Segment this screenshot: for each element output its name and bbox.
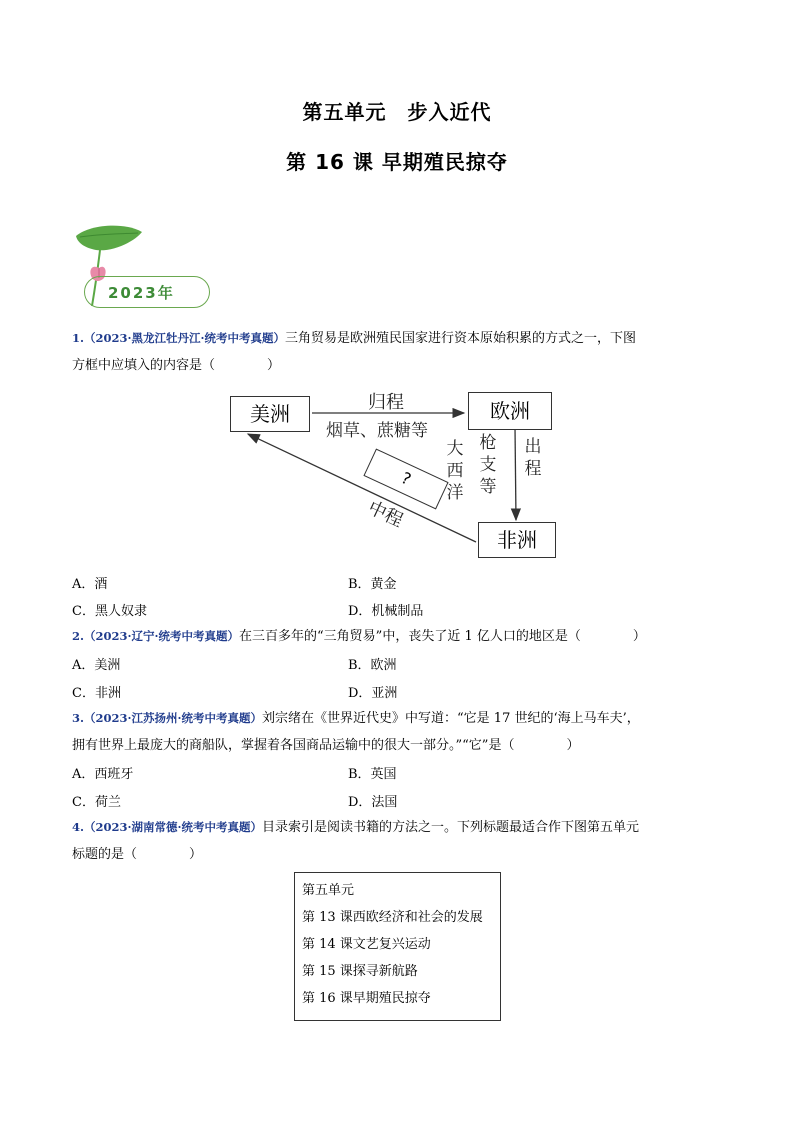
q3-option-b[interactable]: B．英国: [348, 767, 397, 782]
goods-return-label: 烟草、蔗糖等: [326, 421, 428, 441]
guns-char: 支: [479, 455, 497, 475]
question-4: [72, 814, 724, 841]
q1-option-c[interactable]: C．黑人奴隶: [72, 604, 147, 619]
question-3-stem-line2: 拥有世界上最庞大的商船队，掌握着各国商品运输中的很大一部分。”“它”是（ ）: [72, 738, 580, 753]
q2-option-d[interactable]: D．亚洲: [348, 686, 398, 701]
outbound-label: [524, 436, 542, 480]
question-number: 2.: [72, 629, 85, 643]
atlantic-char: 洋: [446, 483, 464, 503]
year-badge: [84, 276, 210, 308]
unit-title: 第五单元 步入近代: [302, 100, 492, 124]
question-3: [72, 705, 724, 732]
question-source: （2023·湖南常德·统考中考真题）: [84, 820, 263, 834]
question-source: （2023·黑龙江牡丹江·统考中考真题）: [84, 331, 286, 345]
europe-box: 欧洲: [468, 392, 552, 430]
question-number: 1.: [72, 331, 85, 345]
question-1-stem-line2: 方框中应填入的内容是（ ）: [72, 358, 281, 373]
outbound-char: 出: [524, 437, 542, 457]
question-number: 4.: [72, 820, 85, 834]
question-stem: 目录索引是阅读书籍的方法之一。下列标题最适合作下图第五单元: [262, 820, 640, 835]
question-source: （2023·江苏扬州·统考中考真题）: [84, 711, 263, 725]
atlantic-char: 西: [446, 461, 464, 481]
africa-box: 非洲: [478, 522, 556, 558]
question-2: [72, 623, 724, 650]
question-stem: 刘宗绪在《世界近代史》中写道：“它是 17 世纪的‘海上马车夫’，: [262, 711, 640, 726]
toc-entry: 第五单元: [302, 883, 355, 898]
unknown-goods-box: ?: [363, 449, 448, 510]
question-source: （2023·辽宁·统考中考真题）: [84, 629, 240, 643]
q2-option-a[interactable]: A．美洲: [72, 658, 121, 673]
q3-option-c[interactable]: C．荷兰: [72, 795, 121, 810]
question-4-stem-line2: 标题的是（ ）: [72, 847, 203, 862]
outbound-char: 程: [524, 459, 542, 479]
question-stem: 三角贸易是欧洲殖民国家进行资本原始积累的方式之一，下图: [285, 331, 637, 346]
guns-char: 等: [479, 477, 497, 497]
return-label: 归程: [368, 392, 404, 413]
q3-option-d[interactable]: D．法国: [348, 795, 398, 810]
q2-option-c[interactable]: C．非洲: [72, 686, 121, 701]
q1-option-d[interactable]: D．机械制品: [348, 604, 424, 619]
guns-label: [479, 432, 497, 498]
lesson-title: 第 16 课 早期殖民掠夺: [286, 150, 508, 174]
q3-option-a[interactable]: A．西班牙: [72, 767, 134, 782]
question-stem: 在三百多年的“三角贸易”中，丧失了近 1 亿人口的地区是（ ）: [239, 629, 646, 644]
question-1: [72, 325, 724, 352]
toc-entry: 第 15 课探寻新航路: [302, 964, 418, 979]
middle-passage-label: 中程: [364, 497, 407, 532]
america-box: 美洲: [230, 396, 310, 432]
triangle-trade-diagram: [226, 382, 566, 562]
atlantic-label: [446, 438, 464, 504]
toc-entry: 第 16 课早期殖民掠夺: [302, 991, 431, 1006]
guns-char: 枪: [479, 433, 497, 453]
toc-entry: 第 13 课西欧经济和社会的发展: [302, 910, 483, 925]
question-number: 3.: [72, 711, 85, 725]
table-of-contents-box: [294, 872, 501, 1021]
outbound-arrow: [515, 427, 516, 520]
year-badge-label: 2023年: [108, 284, 175, 302]
atlantic-char: 大: [446, 439, 464, 459]
q1-option-a[interactable]: A．酒: [72, 577, 108, 592]
q2-option-b[interactable]: B．欧洲: [348, 658, 397, 673]
q1-option-b[interactable]: B．黄金: [348, 577, 397, 592]
toc-entry: 第 14 课文艺复兴运动: [302, 937, 431, 952]
